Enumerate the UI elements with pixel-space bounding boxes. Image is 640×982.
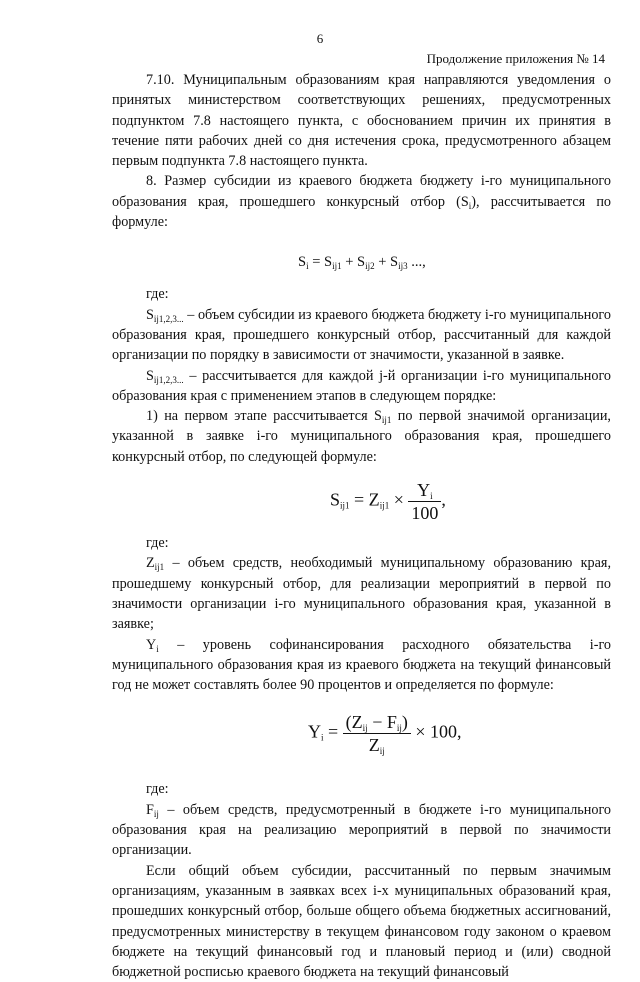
paragraph-f-def [112,800,611,861]
p6-z: Z [146,555,155,572]
paragraph-s-calc [112,366,611,407]
f3-num-a: (Z [345,712,363,733]
f2-lhs-sub: ij1 [340,500,350,511]
f1-t1-sub: ij1 [332,261,342,272]
p6-text: – объем средств, необходимый муниципальному образованию края, прошедшему конкурсный отбор, для реализации мероприятий в первой по значимости организации i-го муниципального образования края, указанной в заявке; [112,555,611,633]
f3-num-a-sub: ij [362,723,368,734]
p6-sub: ij1 [154,562,165,573]
f1-tail: ..., [407,254,426,271]
p5-sub: ij1 [381,415,392,426]
p4-sub: ij1,2,3... [153,374,184,385]
p8-sub: ij [153,808,159,819]
where-label-2: где: [146,535,169,552]
f3-fraction [343,711,411,756]
paragraph-if-total: Если общий объем субсидии, рассчитанный по первым значимым организациям, указанным в заявках всех i-х муниципальных образований края, прошедших конкурсный отбор, больше общего объема бюджетных ассигнований, предусмотренных министерству в текущем финансовом году законом о краевом бюджете на текущий финансовый год и плановый период и (или) сводной бюджетной росписью краевого бюджета на текущий финансовый [112,862,611,981]
paragraph-y-def [112,635,611,696]
p3-sub: ij1,2,3... [153,313,184,324]
f3-lhs: Y [308,722,321,743]
f3-lhs-sub: i [321,733,324,744]
f2-num: Y [417,480,431,501]
p8-f: F [146,801,154,818]
f3-num-c: ) [401,712,408,733]
f1-s-sub: i [306,261,309,272]
f1-t2-sub: ij2 [365,261,375,272]
f2-fraction [408,479,441,524]
p5-text-a: 1) на первом этапе рассчитывается S [146,408,382,425]
f2-lhs: S [330,489,341,510]
p4-s: S [146,367,154,384]
f3-tail: × 100, [410,722,462,743]
paragraph-8 [112,171,611,232]
f3-den-sub: ij [379,746,385,757]
p4-text: – рассчитывается для каждой j-й организации i-го муниципального образования края с применением этапов в следующем порядке: [112,367,611,404]
f3-num-b: − F [367,712,397,733]
formula-y-i [112,695,611,779]
f3-den: Z [368,735,380,756]
p7-text: – уровень софинансирования расходного обязательства i-го муниципального образования края из краевого бюджета на текущий финансовый год не может составлять более 90 процентов и определяется по формуле: [112,636,611,694]
f1-plus2: + S [374,254,399,271]
p3-text: – объем субсидии из краевого бюджета бюджету i-го муниципального образования края, прошедшего конкурсный отбор, рассчитанный для каждой организации по порядку в зависимости от значимости, указанной в заявке. [112,306,611,364]
p5-text-b: по первой значимой организации, указанной в заявке i-го муниципального образования края, прошедшего конкурсный отбор, по следующей формуле: [112,408,611,465]
f2-num-sub: i [430,491,433,502]
paragraph-z-def [112,553,611,634]
f2-den: 100 [411,503,439,524]
p3-s: S [146,306,154,323]
formula-subsidy-sum [112,232,611,284]
paragraph-7-10: 7.10. Муниципальным образованиям края направляются уведомления о принятых министерством соответствующих решениях, предусмотренных подпунктом 7.8 настоящего пункта, с обоснованием причин их принятия в течение пяти рабочих дней со дня истечения срока, предусмотренного абзацем первым подпункта 7.8 настоящего пункта. [112,72,611,170]
p7-y: Y [146,636,157,653]
formula-s-ij1 [112,467,611,533]
f1-t3-sub: ij3 [398,261,408,272]
f3-num-b-sub: ij [396,723,402,734]
document-body [112,70,611,982]
p8-text-a: 8. Размер субсидии из краевого бюджета бюджету i-го муниципального образования края, прошедшего конкурсный отбор (S [112,173,611,210]
f1-plus1: + S [341,254,366,271]
p7-sub: i [156,643,159,654]
where-label-1: где: [146,286,169,303]
f2-eq: = Z [349,489,380,510]
f2-comma: , [441,489,446,510]
where-label-3: где: [146,781,169,798]
f2-times: × [389,489,409,510]
f2-z-sub: ij1 [379,500,390,511]
paragraph-stage-1 [112,406,611,467]
p8-text: – объем средств, предусмотренный в бюджете i-го муниципального образования края на реализацию мероприятий в первой по значимости организации. [112,801,611,859]
appendix-header: Продолжение приложения № 14 [426,51,605,66]
f1-s: S [298,254,307,271]
f3-eq: = [323,722,343,743]
p8-text-b: ), рассчитывается по формуле: [112,193,612,231]
page-number: 6 [316,31,324,46]
f1-eq: = S [308,254,333,271]
p8-sub: i [468,200,472,211]
paragraph-s-def [112,305,611,366]
